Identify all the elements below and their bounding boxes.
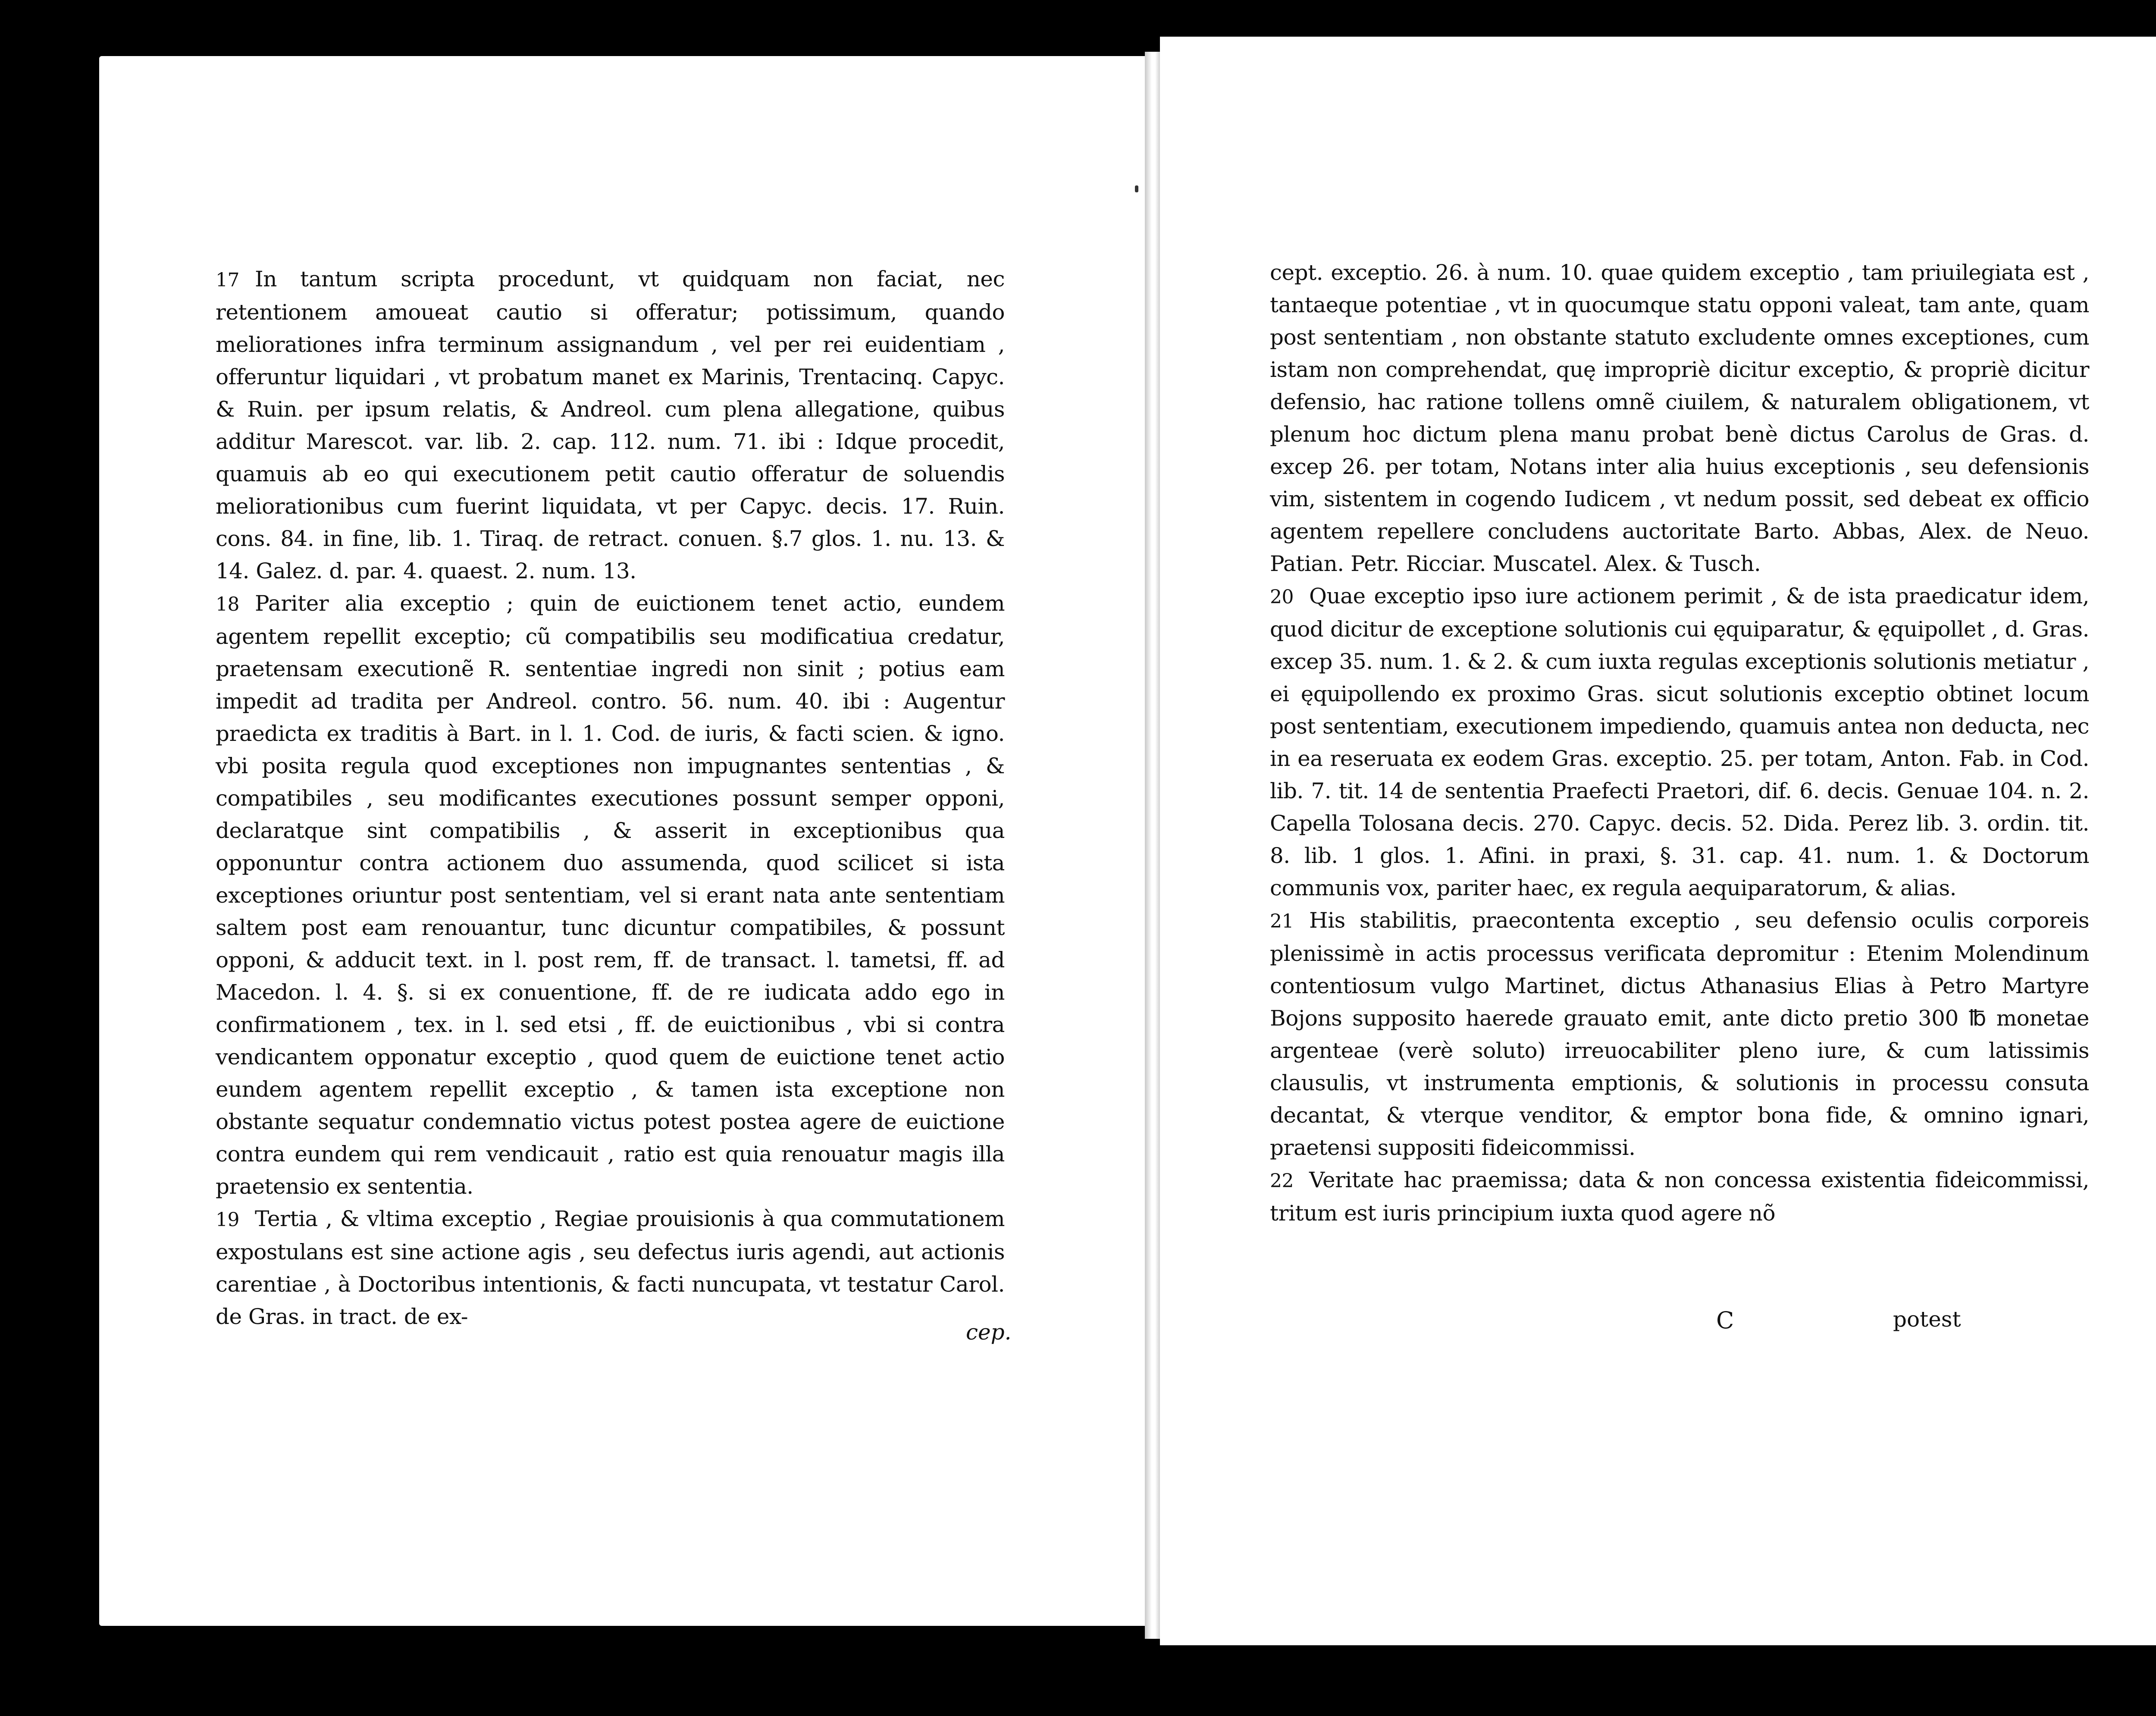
paragraph-number: 21 bbox=[1270, 910, 1294, 932]
paragraph-number: 22 bbox=[1270, 1170, 1294, 1192]
paragraph-text: Pariter alia exceptio ; quin de euictionem tenet actio, eundem agentem repellit exceptio; cũ compatibilis seu modificatiua credatur, praetensam executionẽ R. sententiae ingredi non sinit ; potius eam impedit ad tradita per Andreol. contro. 56. num. 40. ibi : Augentur praedicta ex traditis à Bart. in l. 1. Cod. de iuris, & facti scien. & igno. vbi posita regula quod exceptiones non impugnantes sententias , & compatibiles , seu modificantes executiones possunt semper opponi, declaratque sint compatibilis , & asserit in exceptionibus qua opponuntur contra actionem duo assumenda, quod scilicet si ista exceptiones oriuntur post sententiam, vel si erant nata ante sententiam saltem post eam renouantur, tunc dicuntur compatibiles, & possunt opponi, & adducit text. in l. post rem, ff. de transact. l. tametsi, ff. ad Macedon. l. 4. §. si ex conuentione, ff. de re iudicata addo ego in confirmationem , tex. in l. sed etsi , ff. de euictionibus , vbi si contra vendicantem opponatur exceptio , quod quem de euictione tenet actio eundem agentem repellit exceptio , & tamen ista exceptione non obstante sequatur condemnatio victus potest postea agere de euictione contra eundem qui rem vendicauit , ratio est quia renouatur magis illa praetensio ex sententia. bbox=[216, 591, 1005, 1199]
paragraph-20 bbox=[1270, 580, 2089, 904]
signature-mark: C bbox=[1716, 1307, 1734, 1334]
book-gutter bbox=[1145, 52, 1162, 1639]
paragraph-18 bbox=[216, 587, 1005, 1203]
margin-mark bbox=[1135, 185, 1138, 192]
left-text-column bbox=[216, 263, 1005, 1333]
paragraph-text: Quae exceptio ipso iure actionem perimit , & de ista praedicatur idem, quod dicitur de exceptione solutionis cui ęquiparatur, & ęquipollet , d. Gras. excep 35. num. 1. & 2. & cum iuxta regulas exceptionis solutionis metiatur , ei ęquipollendo ex proximo Gras. sicut solutionis exceptio obtinet locum post sententiam, executionem impediendo, quamuis antea non deducta, nec in ea reseruata ex eodem Gras. exceptio. 25. per totam, Anton. Fab. in Cod. lib. 7. tit. 14 de sententia Praefecti Praetori, dif. 6. decis. Genuae 104. n. 2. Capella Tolosana decis. 270. Capyc. decis. 52. Dida. Perez lib. 3. ordin. tit. 8. lib. 1 glos. 1. Afini. in praxi, §. 31. cap. 41. num. 1. & Doctorum communis vox, pariter haec, ex regula aequiparatorum, & alias. bbox=[1270, 584, 2089, 900]
paragraph-22 bbox=[1270, 1164, 2089, 1230]
paragraph-text: Veritate hac praemissa; data & non concessa existentia fideicommissi, tritum est iuris principium iuxta quod agere nõ bbox=[1270, 1167, 2089, 1226]
paragraph-number: 20 bbox=[1270, 586, 1294, 608]
paragraph-number: 18 bbox=[216, 593, 239, 615]
paragraph-text: cept. exceptio. 26. à num. 10. quae quidem exceptio , tam priuilegiata est , tantaeque potentiae , vt in quocumque statu opponi valeat, tam ante, quam post sententiam , non obstante statuto excludente omnes exceptiones, cum istam non comprehendat, quę impropriè dicitur exceptio, & propriè dicitur defensio, hac ratione tollens omnẽ ciuilem, & naturalem obligationem, vt plenum hoc dictum plena manu probat benè dictus Carolus de Gras. d. excep 26. per totam, Notans inter alia huius exceptionis , seu defensionis vim, sistentem in cogendo Iudicem , vt nedum possit, sed debeat ex officio agentem repellere concludens auctoritate Barto. Abbas, Alex. de Neuo. Patian. Petr. Ricciar. Muscatel. Alex. & Tusch. bbox=[1270, 260, 2089, 576]
right-catchword: potest bbox=[1893, 1307, 1961, 1332]
paragraph-text: Tertia , & vltima exceptio , Regiae prouisionis à qua commutationem expostulans est sine actione agis , seu defectus iuris agendi, aut actionis carentiae , à Doctoribus intentionis, & facti nuncupata, vt testatur Carol. de Gras. in tract. de ex- bbox=[216, 1206, 1005, 1329]
paragraph-21 bbox=[1270, 904, 2089, 1164]
paragraph-continued bbox=[1270, 257, 2089, 580]
paragraph-text: His stabilitis, praecontenta exceptio , seu defensio oculis corporeis plenissimè in actis processus verificata depromitur : Etenim Molendinum contentiosum vulgo Martinet, dictus Athanasius Elias à Petro Martyre Bojons supposito haerede grauato emit, ante dicto pretio 300 ℔ monetae argenteae (verè soluto) irreuocabiliter pleno iure, & cum latissimis clausulis, vt instrumenta emptionis, & solutionis in processu consuta decantat, & vterque venditor, & emptor bona fide, & omnino ignari, praetensi suppositi fideicommissi. bbox=[1270, 908, 2089, 1160]
paragraph-17 bbox=[216, 263, 1005, 587]
paragraph-number: 17 bbox=[216, 269, 239, 291]
left-catchword: cep. bbox=[966, 1320, 1012, 1345]
right-text-column bbox=[1270, 257, 2089, 1230]
paragraph-text: In tantum scripta procedunt, vt quidquam non faciat, nec retentionem amoueat cautio si offeratur; potissimum, quando meliorationes infra terminum assignandum , vel per rei euidentiam , offeruntur liquidari , vt probatum manet ex Marinis, Trentacinq. Capyc. & Ruin. per ipsum relatis, & Andreol. cum plena allegatione, quibus additur Marescot. var. lib. 2. cap. 112. num. 71. ibi : Idque procedit, quamuis ab eo qui executionem petit cautio offeratur de soluendis meliorationibus cum fuerint liquidata, vt per Capyc. decis. 17. Ruin. cons. 84. in fine, lib. 1. Tiraq. de retract. conuen. §.7 glos. 1. nu. 13. & 14. Galez. d. par. 4. quaest. 2. num. 13. bbox=[216, 267, 1005, 584]
paragraph-number: 19 bbox=[216, 1209, 239, 1231]
paragraph-19 bbox=[216, 1203, 1005, 1333]
